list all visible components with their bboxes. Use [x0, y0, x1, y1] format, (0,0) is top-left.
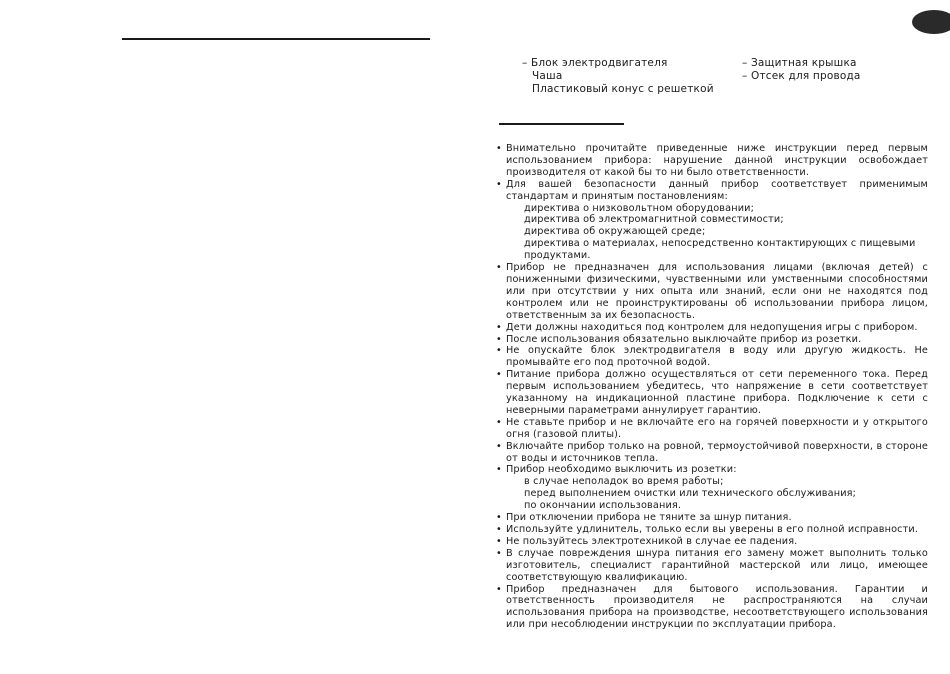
safety-instruction-item: [496, 334, 928, 346]
safety-instruction-item: [496, 143, 928, 179]
safety-instruction-item: [496, 262, 928, 322]
bullet-icon: •: [496, 440, 502, 452]
safety-instruction-item: [496, 524, 928, 536]
safety-instruction-item: [496, 345, 928, 369]
instruction-text: Не пользуйтесь электротехникой в случае ее падения.: [506, 535, 798, 547]
safety-instruction-item: [496, 536, 928, 548]
instruction-text: Прибор предназначен для бытового использования. Гарантии и ответственность производителя не распространяются на случаи использования прибора на производстве, несоответствующего использования или при несоблюдении инструкции по эксплуатации прибора.: [506, 583, 928, 631]
part-item: – Защитная крышка: [742, 57, 857, 69]
instruction-text: После использования обязательно выключайте прибор из розетки.: [506, 333, 862, 345]
part-item: Пластиковый конус с решеткой: [532, 83, 714, 95]
part-item: – Отсек для провода: [742, 70, 861, 82]
safety-instruction-item: [496, 464, 928, 512]
bullet-icon: •: [496, 547, 502, 559]
bullet-icon: •: [496, 262, 502, 274]
instruction-text: Для вашей безопасности данный прибор соответствует применимым стандартам и принятым постановлениям:: [506, 178, 928, 202]
bullet-icon: •: [496, 535, 502, 547]
instruction-subitem: директива о материалах, непосредственно контактирующих с пищевыми продуктами.: [524, 238, 916, 262]
instruction-text: Не ставьте прибор и не включайте его на горячей поверхности и у открытого огня (газовой плиты).: [506, 416, 928, 440]
bullet-icon: •: [496, 178, 502, 190]
instruction-subitem: директива об электромагнитной совместимости;: [524, 214, 784, 226]
bullet-icon: •: [496, 143, 502, 154]
bullet-icon: •: [496, 333, 502, 345]
page-tab-marker: [912, 10, 950, 34]
safety-instruction-item: [496, 584, 928, 632]
safety-instructions-list: [496, 143, 928, 631]
bullet-icon: •: [496, 369, 502, 381]
section-rule: [499, 123, 624, 125]
instruction-text: Прибор не предназначен для использования лицами (включая детей) с пониженными физическими, чувственными или умственными способностями или при отсутствии у них опыта или знаний, если они не находятся под контролем или не проинструктированы об использовании прибора лицом, ответственным за их безопасность.: [506, 262, 928, 321]
instruction-text: Питание прибора должно осуществляться от сети переменного тока. Перед первым использованием убедитесь, что напряжение в сети соответствует указанному на индикационной пластине прибора. Подключение к сети с неверными параметрами аннулирует гарантию.: [506, 369, 928, 416]
safety-instruction-item: [496, 548, 928, 584]
instruction-text: Прибор необходимо выключить из розетки:: [506, 464, 737, 476]
header-rule: [122, 38, 430, 40]
instruction-subitem: директива об окружающей среде;: [524, 226, 706, 238]
instruction-subitem: в случае неполадок во время работы;: [524, 476, 724, 488]
safety-instruction-item: [496, 512, 928, 524]
safety-instruction-item: [496, 441, 928, 465]
part-item: Чаша: [532, 70, 563, 82]
bullet-icon: •: [496, 345, 502, 357]
parts-list-right: [742, 57, 861, 83]
bullet-icon: •: [496, 512, 502, 524]
instruction-subitem: перед выполнением очистки или технического обслуживания;: [524, 488, 857, 500]
instruction-text: Используйте удлинитель, только если вы уверены в его полной исправности.: [506, 524, 919, 535]
bullet-icon: •: [496, 416, 502, 428]
bullet-icon: •: [496, 583, 502, 595]
safety-instruction-item: [496, 179, 928, 262]
part-item: – Блок электродвигателя: [522, 57, 668, 69]
instruction-text: При отключении прибора не тяните за шнур питания.: [506, 512, 792, 524]
safety-instruction-item: [496, 322, 928, 334]
instruction-text: Дети должны находиться под контролем для недопущения игры с прибором.: [506, 321, 918, 333]
instruction-text: Включайте прибор только на ровной, термоустойчивой поверхности, в стороне от воды и источников тепла.: [506, 440, 928, 464]
instruction-subitem: по окончании использования.: [524, 500, 682, 512]
safety-instruction-item: [496, 417, 928, 441]
instruction-text: Не опускайте блок электродвигателя в воду или другую жидкость. Не промывайте его под проточной водой.: [506, 345, 928, 369]
instruction-text: Внимательно прочитайте приведенные ниже инструкции перед первым использованием прибора: нарушение данной инструкции освобождает производителя от какой бы то ни было ответственности.: [506, 143, 928, 178]
parts-list-left: [522, 57, 714, 96]
safety-instruction-item: [496, 369, 928, 417]
instruction-subitem: директива о низковольтном оборудовании;: [524, 202, 755, 214]
instruction-text: В случае повреждения шнура питания его замену может выполнить только изготовитель, специалист гарантийной мастерской или лицо, имеющее соответствующую квалификацию.: [506, 547, 928, 583]
bullet-icon: •: [496, 321, 502, 333]
bullet-icon: •: [496, 464, 502, 476]
bullet-icon: •: [496, 524, 502, 535]
